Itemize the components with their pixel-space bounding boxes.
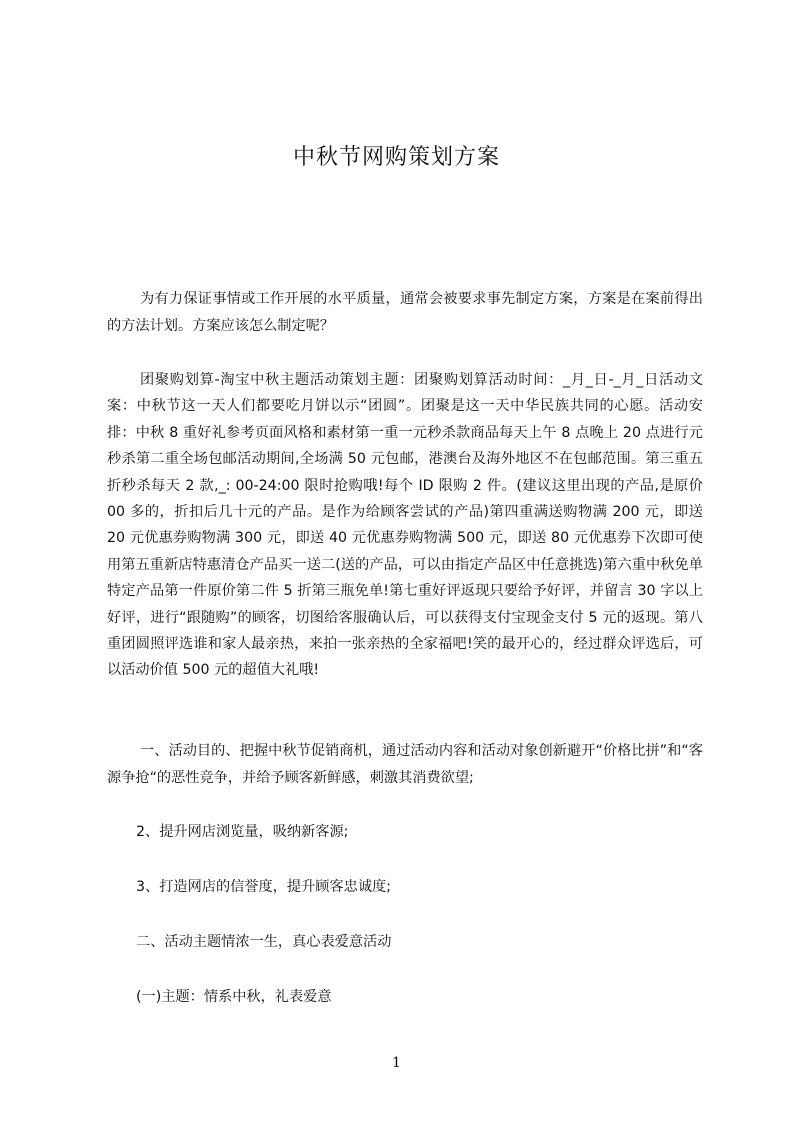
list-item-browse-volume: 2、提升网店浏览量，吸纳新客源; <box>136 824 349 840</box>
list-item-reputation: 3、打造网店的信誉度，提升顾客忠诚度; <box>136 879 391 895</box>
document-title: 中秋节网购策划方案 <box>292 145 500 170</box>
page-number: 1 <box>392 1055 401 1071</box>
subsection-theme: (一)主题：情系中秋，礼表爱意 <box>136 989 332 1005</box>
activity-plan-paragraph: 团聚购划算-淘宝中秋主题活动策划主题：团聚购划算活动时间：_月_日-_月_日活动文案：中秋节这一天人们都要吃月饼以示“团圆”。团聚是这一天中华民族共同的心愿。活动安排：中秋 8 重好礼参考页面风格和素材第一重一元秒杀款商品每天上午 8 点晚上 20 点进行元秒杀第二重全场包邮活动期间,全场满 50 元包邮，港澳台及海外地区不在包邮范围。第三重五折秒杀每天 2 款,_: 00-24:00 限时抢购哦!每个 ID 限购 2 件。(建议这里出现的产品,是原价 00 多的，折扣后几十元的产品。是作为给顾客尝试的产品)第四重满送购物满 200 元，即送 20 元优惠券购物满 300 元，即送 40 元优惠券购物满 500 元，即送 80 元优惠券下次即可使用第五重新店特惠清仓产品买一送二(送的产品，可以由指定产品区中任意挑选)第六重中秋免单特定产品第一件原价第二件 5 折第三瓶免单!第七重好评返现只要给予好评，并留言 30 字以上好评，进行“跟随购”的顾客，切图给客服确认后，可以获得支付宝现金支付 5 元的返现。第八重团圆照评选谁和家人最亲热，来拍一张亲热的全家福吧!笑的最开心的，经过群众评选后，可以活动价值 500 元的超值大礼哦! <box>107 372 703 679</box>
section-activity-purpose: 一、活动目的、把握中秋节促销商机，通过活动内容和活动对象创新避开“价格比拼”和“客源争抢“的恶性竞争，并给予顾客新鲜感，刺激其消费欲望; <box>107 743 703 786</box>
section-activity-theme: 二、活动主题情浓一生，真心表爱意活动 <box>136 934 392 950</box>
intro-paragraph: 为有力保证事情或工作开展的水平质量，通常会被要求事先制定方案，方案是在案前得出的方法计划。方案应该怎么制定呢？ <box>107 291 703 334</box>
